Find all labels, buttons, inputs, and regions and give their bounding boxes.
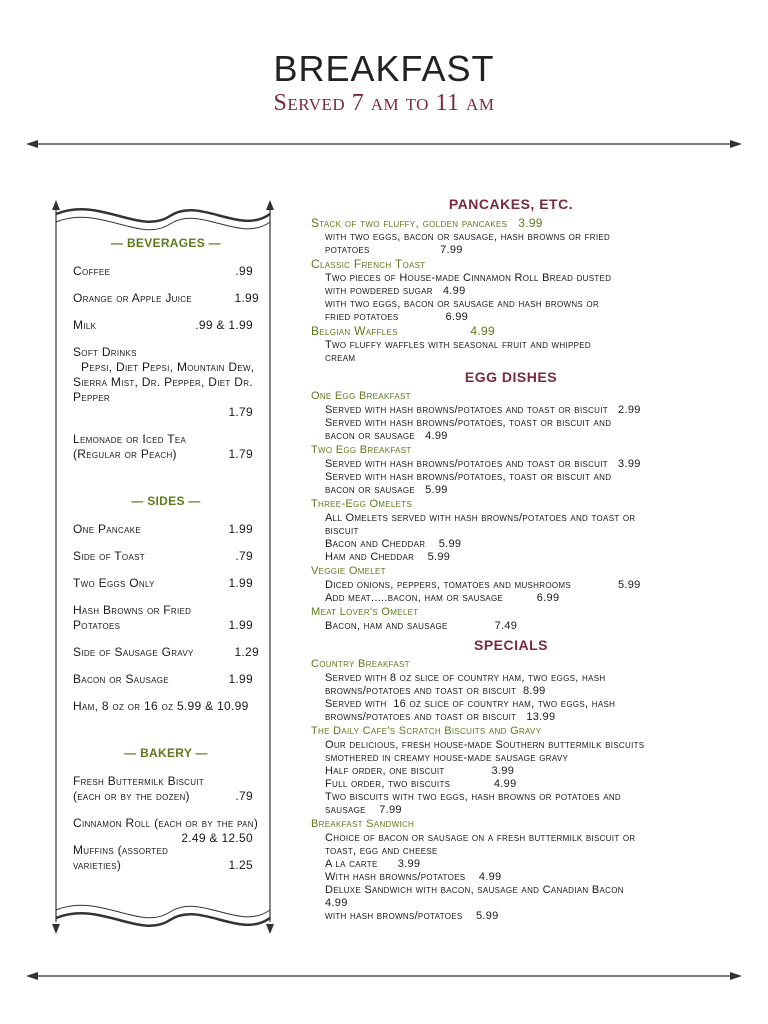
- menu-item: One Pancake 1.99: [73, 522, 253, 536]
- menu-item: Coffee .99: [73, 264, 253, 278]
- menu-item-title: Belgian Waffles 4.99: [311, 324, 495, 338]
- sides-heading: — SIDES —: [131, 494, 201, 508]
- top-divider: [24, 138, 744, 150]
- menu-item-title: Three-Egg Omelets: [311, 498, 413, 510]
- menu-item: Fresh Buttermilk Biscuit (each or by the dozen) .79: [73, 774, 253, 803]
- menu-item: Side of Toast .79: [73, 549, 253, 563]
- menu-item-title: The Daily Cafe's Scratch Biscuits and Gravy: [311, 725, 542, 737]
- bakery-heading: — BAKERY —: [124, 746, 208, 760]
- menu-item: Side of Sausage Gravy 1.29: [73, 645, 259, 659]
- page-title: BREAKFAST: [273, 48, 495, 89]
- menu-item: Milk .99 & 1.99: [73, 318, 253, 332]
- menu-item-title: Country Breakfast: [311, 658, 410, 670]
- egg-dishes-heading: EGG DISHES: [464, 369, 558, 385]
- menu-item-title: Veggie Omelet: [311, 565, 386, 577]
- menu-item: Hash Browns or Fried Potatoes 1.99: [73, 603, 253, 632]
- menu-item: Ham, 8 oz or 16 oz 5.99 & 10.99: [73, 699, 249, 713]
- menu-item: Muffins (assorted varieties) 1.25: [73, 843, 253, 872]
- menu-item-title: Meat Lover's Omelet: [311, 606, 419, 618]
- menu-item-title: One Egg Breakfast: [311, 390, 411, 402]
- menu-item: Soft Drinks Pepsi, Diet Pepsi, Mountain Dew, Sierra Mist, Dr. Pepper, Diet Dr. Pepper 1.79: [73, 345, 255, 419]
- right-menu: PANCAKES, ETC. Stack of two fluffy, golden pancakes 3.99 with two eggs, bacon or sausage, hash browns or fried potatoes 7.99 Classic French Toast Two pieces of House-made Cinnamon Roll Bread dusted with powdered sugar 4.99 with two eggs, bacon or sausage and hash browns or fried potatoes 6.99 Belgian Waffles 4.99 Two fluffy waffles with seasonal fruit and whipped cream EGG DISHES One Egg Breakfast Served with hash browns/potatoes and toast or biscuit 2.99 Served with hash browns/potatoes, toast or biscuit and bacon or sausage 4.99 Two Egg Breakfast Served with hash browns/potatoes and toast or biscuit 3.99 Served with hash browns/potatoes, toast or biscuit and bacon or sausage 5.99 Three-Egg Omelets All Omelets served with hash browns/potatoes and toast or biscuit Bacon and Cheddar 5.99 Ham and Cheddar 5.99 Veggie Omelet Diced onions, peppers, tomatoes and mushrooms 5.99 Add meat.....bacon, ham or sausage 6.99 Meat Lover's Omelet Bacon, ham and sausage 7.49 SPECIALS Country Breakfast Served with 8 oz slice of country ham, two eggs, hash browns/potatoes and toast or biscuit 8.99 Served with 16 oz slice of country ham, two eggs, hash browns/potatoes and toast or biscuit 13.99 The Daily Cafe's Scratch Biscuits and Gravy Our delicious, fresh house-made Southern buttermilk biscuits smothered in creamy house-made sausage gravy Half order, one biscuit 3.99 Full order, two biscuits 4.99 Two biscuits with two eggs, hash browns or potatoes and sausage 7.99 Breakfast Sandwich Choice of bacon or sausage on a fresh buttermilk biscuit or toast, egg and cheese A la carte 3.99 With hash browns/potatoes 4.99 Deluxe Sandwich with bacon, sausage and Canadian Bacon 4.99 with hash browns/potatoes 5.99: [311, 196, 711, 923]
- menu-item: Bacon or Sausage 1.99: [73, 672, 253, 686]
- menu-item: Two Eggs Only 1.99: [73, 576, 253, 590]
- specials-heading: SPECIALS: [473, 637, 548, 653]
- menu-item-title: Classic French Toast: [311, 257, 426, 271]
- menu-item-title: Stack of two fluffy, golden pancakes 3.99: [311, 216, 543, 230]
- menu-item: Lemonade or Iced Tea (Regular or Peach) 1.79: [73, 432, 253, 461]
- bottom-divider: [24, 970, 744, 982]
- beverages-heading: — BEVERAGES —: [111, 236, 221, 250]
- menu-item-title: Breakfast Sandwich: [311, 818, 415, 830]
- menu-item-title: Two Egg Breakfast: [311, 444, 412, 456]
- pancakes-heading: PANCAKES, ETC.: [448, 196, 574, 212]
- menu-item: Orange or Apple Juice 1.99: [73, 291, 259, 305]
- menu-item: Cinnamon Roll (each or by the pan) 2.49 & 12.50: [73, 816, 259, 845]
- left-menu: [73, 236, 259, 885]
- page-subtitle: Served 7 am to 11 am: [273, 90, 495, 116]
